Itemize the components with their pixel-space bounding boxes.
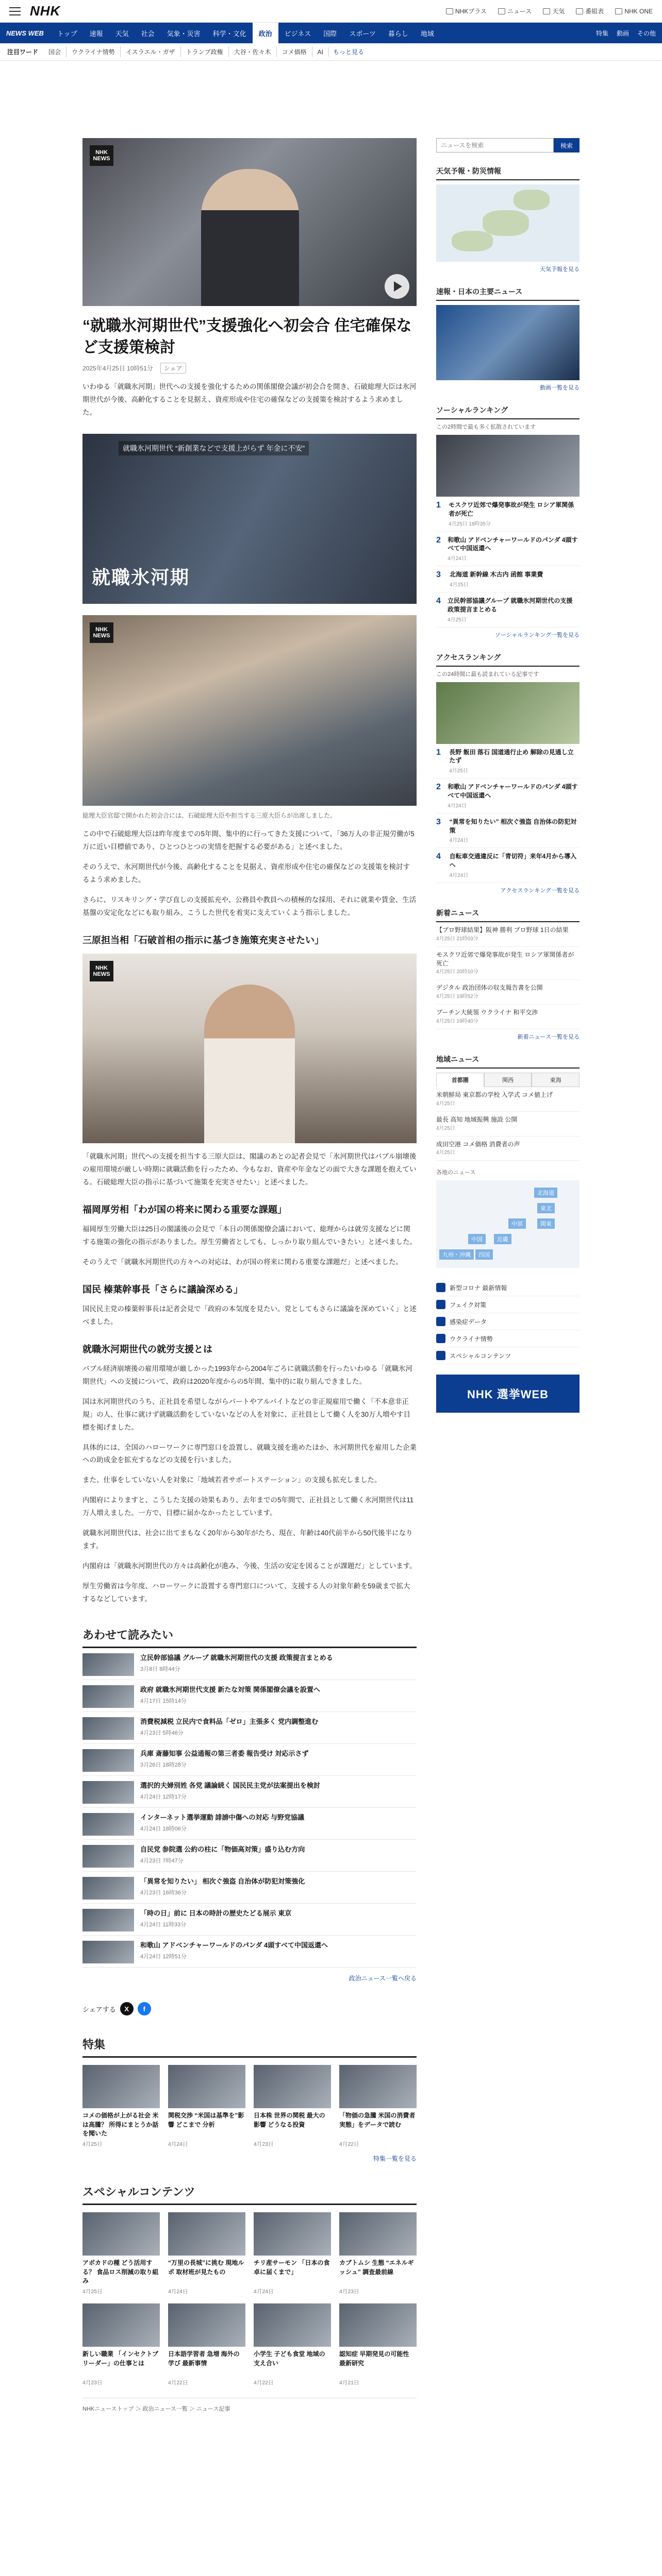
service-link[interactable]: NHK ONE [615, 7, 653, 15]
feature-thumbnail [254, 2065, 331, 2108]
feature-grid [82, 2065, 417, 2148]
top-bar [0, 0, 662, 23]
feature-thumbnail [168, 2065, 245, 2108]
news-item[interactable] [436, 1005, 580, 1029]
special-card[interactable] [339, 2212, 417, 2295]
news-item[interactable] [436, 980, 580, 1005]
nav-item[interactable]: スポーツ [349, 29, 376, 38]
body-paragraph: 内閣府は「就職氷河期世代の方々は高齢化が進み、今後、生活の安定を図ることが課題だ」としています。 [82, 1562, 417, 1570]
feature-title: 「物価の急騰 米国の消費者 実態」をデータで読む [339, 2112, 416, 2128]
service-link[interactable]: ニュース [498, 7, 532, 15]
special-title: 小学生 子ども食堂 地域の支え合い [254, 2350, 325, 2367]
nav-item[interactable]: 地域 [420, 29, 434, 38]
news-date: 4月25日 19時52分 [436, 994, 478, 1000]
feature-date: 4月22日 [339, 2141, 359, 2148]
nav-item[interactable]: 社会 [141, 29, 155, 38]
quick-link-label: スペシャルコンテンツ [450, 1352, 511, 1360]
x-icon[interactable]: X [120, 2002, 134, 2015]
related-thumbnail [82, 1781, 134, 1804]
body-paragraph: さらに、リスキリング・学び直しの支援拡充や、公務員や教員への積極的な採用、それに就業や賃金、生活基盤の安定化などにも取り組み、こうした世代を着実に支えていくよう指示しました。 [82, 895, 417, 917]
election-web-banner[interactable]: NHK 選挙WEB [436, 1375, 580, 1413]
trending-bar [0, 43, 662, 61]
rank-number: 1 [436, 748, 441, 757]
nhk-news-badge: NHK NEWS [90, 622, 113, 643]
feature-title: コメの価格が上がる社会 米は高騰？ 所得にまとうか話を聞いた [82, 2112, 159, 2137]
access-item[interactable] [436, 744, 580, 779]
section-heading: 福岡厚労相「わが国の将来に関わる重要な課題」 [82, 1204, 287, 1215]
special-title: 認知症 早期発見の可能性 最新研究 [339, 2350, 409, 2367]
area-map-caption: 各地のニュース [436, 1170, 476, 1176]
special-date: 4月24日 [254, 2289, 274, 2295]
related-item[interactable] [82, 1744, 417, 1776]
service-links [446, 7, 653, 15]
photo-caption: 総理大臣官邸で開かれた初会合には、石破総理大臣や担当する三原大臣らが出席しました。 [82, 811, 337, 819]
related-thumbnail [82, 1941, 134, 1963]
access-ranking-more-link[interactable]: アクセスランキング一覧を見る [500, 887, 580, 894]
special-card[interactable] [82, 2212, 160, 2295]
feature-date: 4月24日 [168, 2141, 188, 2148]
region-label[interactable]: 九州・沖縄 [439, 1249, 474, 1260]
related-date: 3月8日 8時44分 [140, 1666, 180, 1673]
body-paragraph: また、仕事をしていない人を対象に「地域若者サポートステーション」の支援も拡充しました。 [82, 1476, 382, 1484]
news-date: 4月25日 20時10分 [436, 969, 478, 975]
access-date: 4月24日 [449, 872, 469, 878]
related-date: 4月23日 7時47分 [140, 1858, 184, 1865]
special-date: 4月22日 [254, 2380, 274, 2386]
search-button[interactable]: 検索 [554, 138, 580, 152]
live-heading: 速報・日本の主要ニュース [436, 286, 580, 301]
related-title: 政府 就職氷河期世代支援 新たな対策 関係閣僚会議を設置へ [140, 1686, 320, 1694]
link-icon [436, 1300, 445, 1309]
play-icon[interactable] [385, 274, 409, 299]
body-paragraph: 厚生労働省は今年度、ハローワークに設置する専門窓口について、支援する人の対象年齢を59歳まで拡大するなどしています。 [82, 1582, 410, 1603]
weather-map[interactable] [436, 184, 580, 262]
section-heading: 三原担当相「石破首相の指示に基づき施策充実させたい」 [82, 935, 324, 945]
related-title: 兵庫 斎藤知事 公益通報の第三者委 報告受け 対応示さず [140, 1750, 309, 1758]
minister-photo [82, 954, 417, 1143]
link-icon [436, 1283, 445, 1292]
related-title: 「異常を知りたい」 相次ぐ強盗 自治体が防犯対策強化 [140, 1877, 305, 1886]
rank-title: 立民幹部協議グループ 就職氷河期世代の支援 政策提言まとめる [447, 597, 573, 613]
section-heading: 国民 榛葉幹事長「さらに議論深める」 [82, 1284, 243, 1295]
rank-title: モスクワ近郊で爆発事故が発生 ロシア軍関係者が死亡 [448, 501, 574, 517]
tv-icon [446, 8, 453, 14]
region-label[interactable]: 中部 [508, 1218, 526, 1229]
trending-more-link[interactable]: もっと見る [333, 48, 364, 56]
special-thumbnail [254, 2212, 331, 2256]
rank-date: 4月24日 [448, 556, 467, 562]
share-label: シェアする [82, 2005, 116, 2013]
link-icon [436, 1334, 445, 1343]
related-thumbnail [82, 1653, 134, 1676]
related-more-link[interactable]: 政治ニュース一覧へ戻る [349, 1975, 417, 1982]
live-video-thumbnail[interactable] [436, 305, 580, 380]
access-date: 4月24日 [449, 838, 469, 844]
related-date: 4月24日 12時17分 [140, 1794, 187, 1801]
live-more-link[interactable]: 動画一覧を見る [540, 385, 580, 391]
nav-item[interactable]: 暮らし [388, 29, 408, 38]
special-date: 4月22日 [168, 2380, 188, 2386]
body-paragraph: 内閣府によりますと、こうした支援の効果もあり、去年までの5年間で、正社員として働く氷河期世代は11万人増えました。一方で、目標に届かなかったとしています。 [82, 1496, 414, 1517]
feature-card[interactable] [254, 2065, 331, 2148]
social-ranking-heading: ソーシャルランキング [436, 405, 580, 419]
search-box [436, 138, 580, 152]
ranking-photo[interactable] [436, 435, 580, 497]
news-title: 【プロ野球結果】阪神 勝利 プロ野球 1日の結果 [436, 926, 569, 934]
quick-link-label: 感染症データ [450, 1318, 487, 1326]
rank-number: 4 [436, 852, 441, 861]
feature-more-link[interactable]: 特集一覧を見る [373, 2155, 417, 2163]
ranking-item[interactable] [436, 497, 580, 532]
special-title: アボカドの種 どう活用する？ 食品ロス削減の取り組み [82, 2259, 159, 2284]
rank-number: 1 [436, 501, 441, 510]
body-paragraph: 具体的には、全国のハローワークに専門窓口を設置し、就職支援を進めたほか、氷河期世代を雇用した企業への助成金を拡充するなどの支援を行いました。 [82, 1443, 417, 1464]
special-date: 4月24日 [168, 2289, 188, 2295]
feature-thumbnail [339, 2065, 417, 2108]
ranking-item[interactable] [436, 566, 580, 592]
breadcrumb[interactable]: NHKニューストップ ＞ 政治ニュース一覧 ＞ ニュース記事 [82, 2398, 417, 2413]
quick-links [436, 1279, 580, 1364]
rank-number: 3 [436, 570, 441, 580]
hero-video[interactable] [82, 138, 417, 306]
region-label[interactable]: 近畿 [494, 1234, 511, 1244]
region-label[interactable]: 関東 [537, 1218, 555, 1229]
special-title: 新しい職業 「インセクトブリーダー」の仕事とは [82, 2350, 158, 2367]
nav-item[interactable]: 気象・災害 [167, 29, 201, 38]
access-date: 4月24日 [448, 803, 467, 809]
nav-item[interactable]: トップ [57, 29, 77, 38]
local-item[interactable] [436, 1112, 580, 1137]
feature-heading: 特集 [82, 2036, 417, 2058]
ranking-item[interactable] [436, 532, 580, 567]
access-item[interactable] [436, 848, 580, 883]
article-column [82, 138, 417, 2413]
special-title: 日本語学習者 急増 海外の学び 最新事情 [168, 2350, 240, 2367]
meeting-photo [82, 615, 417, 806]
nav-item[interactable]: ビジネス [284, 29, 311, 38]
article-meta [82, 363, 417, 374]
nav-item[interactable]: 国際 [323, 29, 337, 38]
related-date: 4月23日 16時36分 [140, 1890, 187, 1896]
related-title: 「時の日」前に 日本の時計の歴史たどる展示 東京 [140, 1909, 292, 1918]
access-item[interactable] [436, 814, 580, 849]
section-heading: 就職氷河期世代の就労支援とは [82, 1344, 212, 1354]
quick-link-label: フェイク対策 [450, 1301, 487, 1309]
related-thumbnail [82, 1749, 134, 1772]
special-date: 4月23日 [339, 2289, 359, 2295]
related-date: 4月17日 15時14分 [140, 1698, 187, 1705]
link-icon [436, 1317, 445, 1326]
related-heading: あわせて読みたい [82, 1626, 417, 1648]
local-tab[interactable]: 関西 [484, 1073, 532, 1087]
news-web-brand[interactable]: NEWS WEB [6, 29, 44, 37]
trending-tag[interactable]: 大谷・佐々木 [229, 46, 277, 57]
related-title: 自民党 参院選 公約の柱に「物価高対策」盛り込む方向 [140, 1845, 305, 1854]
rank-number: 2 [436, 535, 441, 545]
related-thumbnail [82, 1813, 134, 1836]
nav-right [596, 29, 656, 38]
region-label[interactable]: 四国 [475, 1249, 493, 1260]
service-link[interactable]: 天気 [543, 7, 565, 15]
quick-link[interactable] [436, 1347, 580, 1364]
access-photo[interactable] [436, 682, 580, 744]
ranking-item[interactable] [436, 592, 580, 628]
trending-tag[interactable]: 国会 [43, 46, 67, 57]
related-thumbnail [82, 1685, 134, 1708]
search-input[interactable] [436, 138, 554, 152]
new-news-more-link[interactable]: 新着ニュース一覧を見る [517, 1033, 580, 1040]
news-title: モスクワ近郊で爆発事故が発生 ロシア軍関係者が死亡 [436, 951, 574, 967]
rank-number: 3 [436, 817, 441, 826]
special-heading: スペシャルコンテンツ [82, 2183, 417, 2205]
local-item[interactable] [436, 1087, 580, 1112]
link-icon [436, 1351, 445, 1360]
feature-card[interactable] [82, 2065, 160, 2148]
trending-tag[interactable]: コメ価格 [277, 46, 312, 57]
related-date: 4月24日 18時06分 [140, 1826, 187, 1833]
special-card[interactable] [82, 2303, 160, 2386]
weather-more-link[interactable]: 天気予報を見る [540, 266, 580, 273]
related-list [82, 1648, 417, 1968]
region-label[interactable]: 北海道 [534, 1188, 557, 1198]
rank-date: 4月25日 18時35分 [448, 521, 491, 527]
weather-icon [543, 8, 550, 14]
article-lead: いわゆる「就職氷河期」世代への支援を強化するための関係閣僚会議が初会合を開き、石破総理大臣は氷河期世代が今後、高齢化することを見据え、資産形成や住宅の確保などの支援策を検討するよう求めました。 [82, 383, 417, 416]
related-thumbnail [82, 1845, 134, 1868]
video-headline: 就職氷河期 [92, 566, 190, 588]
related-thumbnail [82, 1909, 134, 1931]
news-title: プーチン大統領 ウクライナ 和平交渉 [436, 1009, 538, 1016]
quick-link[interactable] [436, 1313, 580, 1330]
related-item[interactable] [82, 1872, 417, 1904]
trending-label: 注目ワード [7, 48, 39, 56]
special-thumbnail [254, 2303, 331, 2347]
related-title: インターネット選挙運動 誹謗中傷への対応 与野党協議 [140, 1814, 305, 1822]
access-ranking-heading: アクセスランキング [436, 652, 580, 667]
video-caption: 就職氷河期世代 “新創業などで支援上がらず 年金に不安” [119, 441, 309, 455]
rank-date: 4月25日 [450, 582, 469, 588]
weather-heading: 天気予報・防災情報 [436, 166, 580, 180]
map-land [452, 231, 493, 251]
related-item[interactable] [82, 1648, 417, 1680]
share-button[interactable]: シェア [160, 363, 186, 374]
access-title: “異常を知りたい” 相次ぐ強盗 自治体の防犯対策 [449, 818, 577, 834]
quick-link[interactable] [436, 1279, 580, 1296]
nhk-logo[interactable]: NHK [30, 3, 61, 19]
related-item[interactable] [82, 1680, 417, 1712]
related-date: 4月23日 5時46分 [140, 1730, 184, 1737]
rank-number: 2 [436, 783, 441, 792]
map-land [514, 190, 550, 210]
local-item[interactable] [436, 1137, 580, 1161]
access-title: 自転車交通違反に「青切符」来年4月から導入へ [449, 853, 577, 869]
special-thumbnail [168, 2303, 245, 2347]
related-title: 和歌山 アドベンチャーワールドのパンダ 4頭すべて中国返還へ [140, 1941, 328, 1950]
related-item[interactable] [82, 1840, 417, 1872]
access-ranking-caption: この24時間に最も読まれている記事です [436, 671, 539, 677]
special-thumbnail [168, 2212, 245, 2256]
related-item[interactable] [82, 1712, 417, 1744]
rank-date: 4月25日 [447, 617, 467, 623]
special-thumbnail [339, 2212, 417, 2256]
minister-figure [204, 985, 295, 1143]
global-nav [0, 23, 662, 43]
news-icon [498, 8, 505, 14]
nav-item[interactable]: 速報 [89, 29, 103, 38]
body-paragraph: 国民民主党の榛葉幹事長は記者会見で「政府の本気度を見たい。党としてもさらに議論を深めていく」と述べました。 [82, 1304, 417, 1326]
feature-date: 4月25日 [82, 2141, 103, 2148]
local-tab[interactable]: 首都圏 [436, 1073, 484, 1087]
social-ranking-more-link[interactable]: ソーシャルランキング一覧を見る [494, 632, 580, 638]
body-paragraph: この中で石破総理大臣は昨年度までの5年間、集中的に行ってきた支援について、「36万人の非正規労働が5万に近い目標値であり、ひとつひとつの実情を把握する必要がある」と述べました。 [82, 830, 415, 851]
related-title: 消費税減税 立民内で食料品「ゼロ」主張多く 党内調整進む [140, 1718, 319, 1726]
special-thumbnail [82, 2212, 160, 2256]
related-item[interactable] [82, 1936, 417, 1968]
speaker-figure [201, 169, 299, 306]
account-icon [615, 8, 622, 14]
news-date: 4月25日 21時03分 [436, 936, 478, 942]
local-title: 成田空港 コメ価格 消費者の声 [436, 1140, 520, 1148]
trending-tag[interactable]: ウクライナ情勢 [67, 46, 121, 57]
special-title: “万里の長城”に挑む 現地ルポ 取材班が見たもの [168, 2259, 244, 2276]
quick-link-label: ウクライナ情勢 [450, 1335, 493, 1343]
related-thumbnail [82, 1717, 134, 1740]
special-card[interactable] [254, 2212, 331, 2295]
related-title: 選択的夫婦別姓 各党 議論続く 国民民主党が法案提出を検討 [140, 1782, 320, 1790]
trending-tag[interactable]: AI [312, 47, 329, 57]
nav-right-item[interactable]: その他 [637, 29, 656, 37]
body-paragraph: そのうえで、氷河期世代が今後、高齢化することを見据え、資産形成や住宅の確保などの支援策を検討するよう求めました。 [82, 863, 410, 884]
feature-title: 日本株 世界の関税 最大の影響 どうなる投資 [254, 2112, 325, 2128]
special-grid [82, 2212, 417, 2386]
access-title: 和歌山 アドベンチャーワールドのパンダ 4頭すべて中国返還へ [448, 783, 578, 799]
news-title: デジタル 政治団体の収支報告書を公開 [436, 984, 543, 992]
related-date: 4月24日 12時51分 [140, 1954, 187, 1960]
trending-tag[interactable]: トランプ政権 [181, 46, 229, 57]
region-label[interactable]: 東北 [537, 1203, 555, 1213]
related-item[interactable] [82, 1808, 417, 1840]
quick-link[interactable] [436, 1330, 580, 1347]
special-card[interactable] [339, 2303, 417, 2386]
body-paragraph: バブル経済崩壊後の雇用環境が厳しかった1993年から2004年ごろに就職活動を行ったいわゆる「就職氷河期世代」への支援について、政府は2020年度からの5年間、集中的に取り組んできました。 [82, 1364, 413, 1385]
feature-date: 4月23日 [254, 2141, 274, 2148]
related-title: 立民幹部協議 グループ 就職氷河期世代の支援 政策提言まとめる [140, 1654, 333, 1662]
quick-link[interactable] [436, 1296, 580, 1313]
special-thumbnail [82, 2303, 160, 2347]
special-card[interactable] [254, 2303, 331, 2386]
special-thumbnail [339, 2303, 417, 2347]
service-link[interactable]: 番組表 [576, 7, 604, 15]
body-paragraph: 福岡厚生労働大臣は25日の閣議後の会見で「本日の関係閣僚会議において、総理からは就労支援などに関する施策の強化の指示がありました。厚生労働省としても、しっかり取り組んでいきたい」と述べました。 [82, 1225, 417, 1246]
feature-title: 関税交渉 “米国は基準を”影響 どこまで 分析 [168, 2112, 244, 2128]
special-date: 4月23日 [82, 2380, 103, 2386]
body-paragraph: 国は氷河期世代のうち、正社員を希望しながらパートやアルバイトなどの非正規雇用で働く「不本意非正規」の人、仕事に就けず就職活動をしていないなどの人を対象に、正社員として働く人を30万人増やす目標を掲げました。 [82, 1397, 411, 1431]
special-title: カブトムシ 生態 “エネルギッシュ” 調査最前線 [339, 2259, 414, 2276]
nav-item[interactable]: 科学・文化 [212, 29, 246, 38]
nhk-news-badge: NHK NEWS [90, 145, 113, 166]
body-paragraph: そのうえで「就職氷河期世代の方々への対応は、わが国の将来に関わる重要な課題だ」と述べました。 [82, 1258, 403, 1266]
nav-item[interactable]: 天気 [115, 29, 129, 38]
feature-card[interactable] [339, 2065, 417, 2148]
news-item[interactable] [436, 922, 580, 947]
region-map[interactable] [436, 1180, 580, 1268]
menu-icon[interactable] [9, 7, 21, 15]
nav-item-politics[interactable]: 政治 [253, 23, 278, 43]
access-date: 4月25日 [449, 768, 468, 774]
share-row [82, 2002, 417, 2015]
special-date: 4月25日 [82, 2289, 103, 2295]
special-card[interactable] [168, 2212, 245, 2295]
related-date: 4月24日 11時33分 [140, 1922, 187, 1928]
local-tab[interactable]: 東海 [532, 1073, 580, 1087]
news-date: 4月25日 19時40分 [436, 1018, 478, 1024]
local-news-heading: 地域ニュース [436, 1054, 580, 1069]
rank-title: 北海道 新幹線 木古内 函館 事業費 [450, 571, 543, 579]
local-date: 4月25日 [436, 1100, 455, 1107]
embedded-video[interactable] [82, 434, 417, 604]
body-paragraph: 就職氷河期世代は、社会に出てまもなく20年から30年がたち、現在、年齢は40代前半から50代後半になります。 [82, 1529, 413, 1550]
body-paragraph: 「就職氷河期」世代への支援を担当する三原大臣は、閣議のあとの記者会見で「氷河期世代はバブル崩壊後の雇用環境が厳しい時期に就職活動を行ったため、今もなお、資産や年金などの面で大きな課題を抱えている。石破総理大臣の指示に基づいて施策を充実させたい」と述べました。 [82, 1152, 417, 1186]
social-ranking-caption: この2時間で最も多く拡散されています [436, 424, 536, 430]
quick-link-label: 新型コロナ 最新情報 [450, 1284, 507, 1292]
sidebar [436, 138, 580, 1413]
rank-title: 和歌山 アドベンチャーワールドのパンダ 4頭すべて中国返還へ [448, 536, 578, 552]
feature-card[interactable] [168, 2065, 245, 2148]
local-tabs [436, 1073, 580, 1087]
nav-right-item[interactable]: 動画 [616, 29, 629, 37]
new-news-heading: 新着ニュース [436, 908, 580, 922]
special-date: 4月21日 [339, 2380, 359, 2386]
trending-tag[interactable]: イスラエル・ガザ [121, 46, 181, 57]
special-card[interactable] [168, 2303, 245, 2386]
local-date: 4月25日 [436, 1150, 455, 1156]
special-title: チリ産サーモン 「日本の食卓に届くまで」 [254, 2259, 330, 2276]
facebook-icon[interactable]: f [138, 2002, 151, 2015]
related-date: 3月26日 18時28分 [140, 1762, 187, 1769]
region-label[interactable]: 中国 [468, 1234, 486, 1244]
news-item[interactable] [436, 947, 580, 980]
access-title: 長野 飯田 落石 国道通行止め 解除の見通し立たず [449, 748, 574, 765]
related-item[interactable] [82, 1776, 417, 1808]
article-date: 2025年4月25日 10時51分 [82, 365, 153, 372]
article-title: “就職氷河期世代”支援強化へ初会合 住宅確保など支援策検討 [82, 317, 412, 356]
service-link[interactable]: NHKプラス [446, 7, 487, 15]
access-item[interactable] [436, 778, 580, 814]
nav-right-item[interactable]: 特集 [595, 29, 608, 37]
related-thumbnail [82, 1877, 134, 1900]
local-title: 最長 高知 地域振興 施設 公開 [436, 1115, 518, 1123]
nhk-news-badge: NHK NEWS [90, 961, 113, 981]
map-land [483, 210, 529, 236]
rank-number: 4 [436, 596, 441, 605]
local-date: 4月25日 [436, 1125, 455, 1131]
feature-thumbnail [82, 2065, 160, 2108]
local-title: 米朝鮮局 東京都の学校 入学式 コメ値上げ [436, 1091, 553, 1098]
schedule-icon [576, 8, 583, 14]
related-item[interactable] [82, 1904, 417, 1936]
